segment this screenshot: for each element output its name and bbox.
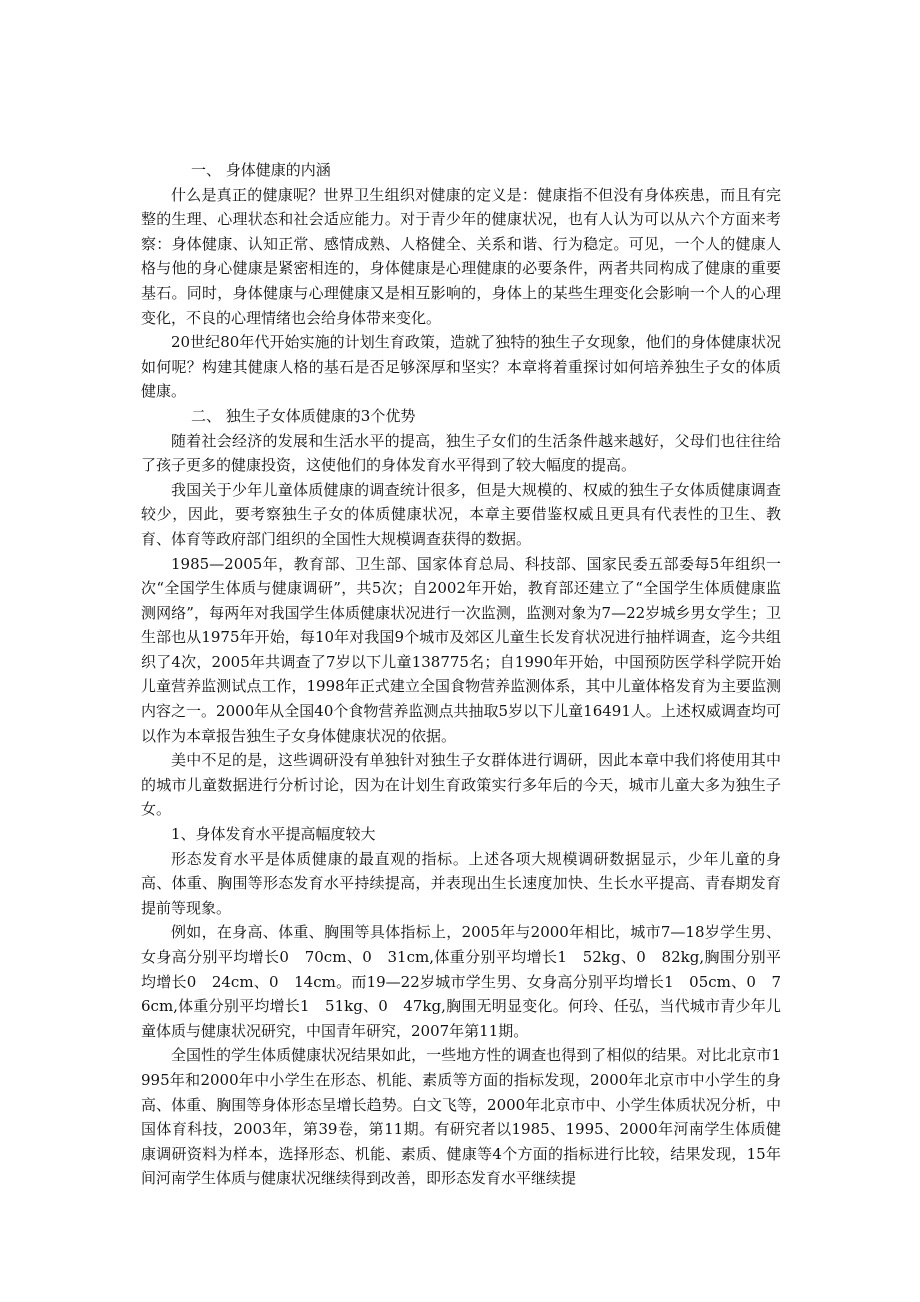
paragraph: 美中不足的是，这些调研没有单独针对独生子女群体进行调研，因此本章中我们将使用其中的城市儿童数据进行分析讨论，因为在计划生育政策实行多年后的今天，城市儿童大多为独生子女。 bbox=[141, 751, 781, 819]
paragraph: 全国性的学生体质健康状况结果如此，一些地方性的调查也得到了相似的结果。对比北京市1995年和2000年中小学生在形态、机能、素质等方面的指标发现，2000年北京市中小学生的身高、体重、胸围等身体形态呈增长趋势。白文飞等，2000年北京市中、小学生体质状况分析，中国体育科技，2003年，第39卷，第11期。有研究者以1985、1995、2000年河南学生体质健康调研资料为样本，选择形态、机能、素质、健康等4个方面的指标进行比较，结果发现，15年间河南学生体质与健康状况继续得到改善，即形态发育水平继续提 bbox=[141, 1046, 781, 1188]
paragraph: 20世纪80年代开始实施的计划生育政策，造就了独特的独生子女现象，他们的身体健康状况如何呢？构建其健康人格的基石是否足够深厚和坚实？本章将着重探讨如何培养独生子女的体质健康。 bbox=[141, 333, 781, 401]
paragraph: 随着社会经济的发展和生活水平的提高，独生子女们的生活条件越来越好，父母们也往往给了孩子更多的健康投资，这使他们的身体发育水平得到了较大幅度的提高。 bbox=[141, 431, 781, 475]
paragraph: 1985—2005年，教育部、卫生部、国家体育总局、科技部、国家民委五部委每5年组织一次“全国学生体质与健康调研”，共5次；自2002年开始，教育部还建立了“全国学生体质健康监测网络”，每两年对我国学生体质健康状况进行一次监测，监测对象为7—22岁城乡男女学生；卫生部也从1975年开始，每10年对我国9个城市及郊区儿童生长发育状况进行抽样调查，迄今共组织了4次，2005年共调查了7岁以下儿童138775名；自1990年开始，中国预防医学科学院开始儿童营养监测试点工作，1998年正式建立全国食物营养监测体系，其中儿童体格发育为主要监测内容之一。2000年从全国40个食物营养监测点共抽取5岁以下儿童16491人。上述权威调查均可以作为本章报告独生子女身体健康状况的依据。 bbox=[141, 554, 781, 745]
section-heading-2: 二、 独生子女体质健康的3个优势 bbox=[191, 406, 416, 425]
paragraph: 例如，在身高、体重、胸围等具体指标上，2005年与2000年相比，城市7—18岁学生男、女身高分别平均增长0 70cm、0 31cm,体重分别平均增长1 52kg、0 82kg,胸围分别平均增长0 24cm、0 14cm。而19—22岁城市学生男、女身高分别平均增长1 05cm、0 76cm,体重分别平均增长1 51kg、0 47kg,胸围无明显变化。何玲、任弘，当代城市青少年儿童体质与健康状况研究，中国青年研究，2007年第11期。 bbox=[141, 923, 781, 1040]
paragraph: 什么是真正的健康呢？世界卫生组织对健康的定义是：健康指不但没有身体疾患，而且有完整的生理、心理状态和社会适应能力。对于青少年的健康状况，也有人认为可以从六个方面来考察：身体健康、认知正常、感情成熟、人格健全、关系和谐、行为稳定。可见，一个人的健康人格与他的身心健康是紧密相连的，身体健康是心理健康的必要条件，两者共同构成了健康的重要基石。同时，身体健康与心理健康又是相互影响的，身体上的某些生理变化会影响一个人的心理变化，不良的心理情绪也会给身体带来变化。 bbox=[141, 185, 781, 327]
paragraph: 形态发育水平是体质健康的最直观的指标。上述各项大规模调研数据显示，少年儿童的身高、体重、胸围等形态发育水平持续提高，并表现出生长速度加快、生长水平提高、青春期发育提前等现象。 bbox=[141, 849, 781, 917]
paragraph: 我国关于少年儿童体质健康的调查统计很多，但是大规模的、权威的独生子女体质健康调查较少，因此，要考察独生子女的体质健康状况，本章主要借鉴权威且更具有代表性的卫生、教育、体育等政府部门组织的全国性大规模调查获得的数据。 bbox=[141, 480, 781, 548]
document-body bbox=[141, 158, 781, 1191]
subsection-heading-1: 1、身体发育水平提高幅度较大 bbox=[171, 825, 376, 844]
section-heading-1: 一、 身体健康的内涵 bbox=[191, 161, 331, 179]
